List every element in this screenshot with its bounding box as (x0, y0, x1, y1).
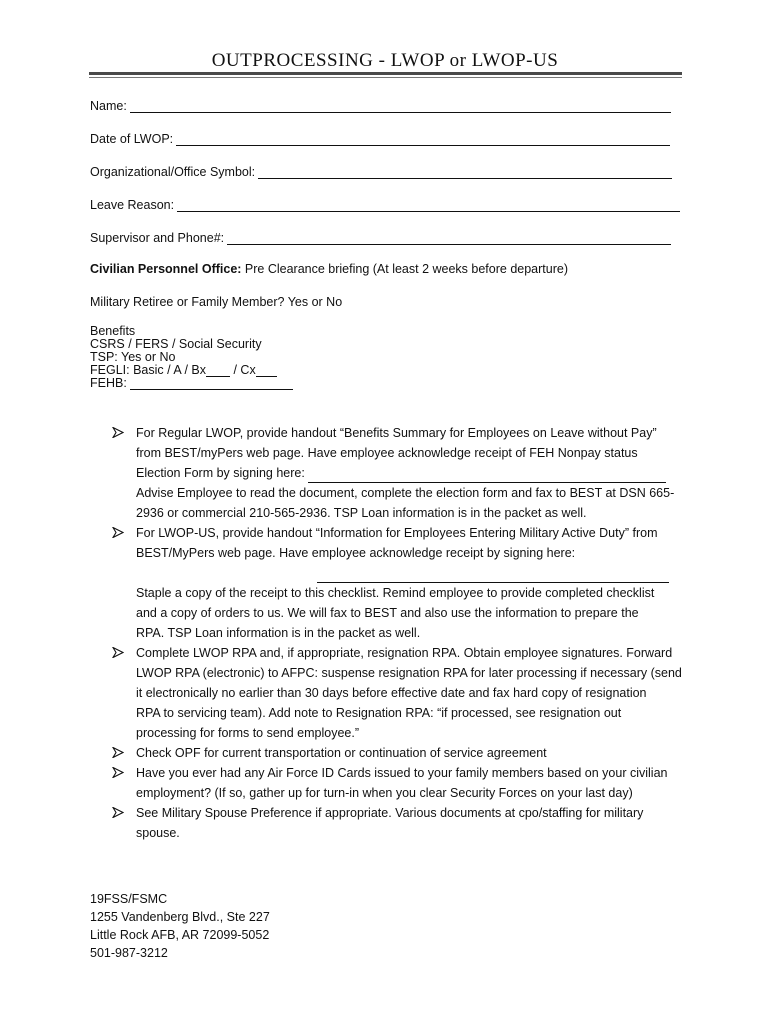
lwop-us-signature-line[interactable] (317, 569, 669, 583)
title-divider-thin (89, 77, 682, 78)
bullet-line: Staple a copy of the receipt to this checklist. Remind employee to provide completed checklist (136, 586, 655, 600)
bullet-line: from BEST/myPers web page. Have employee acknowledge receipt of FEH Nonpay status (136, 446, 638, 460)
leave-reason-input-line[interactable] (177, 199, 680, 212)
leave-reason-label: Leave Reason: (90, 198, 175, 212)
benefits-csrs: CSRS / FERS / Social Security (90, 337, 262, 351)
address-street: 1255 Vandenberg Blvd., Ste 227 (90, 910, 270, 924)
list-item (112, 763, 687, 803)
arrow-bullet-icon (112, 763, 126, 783)
signing-text: Election Form by signing here: (136, 466, 305, 480)
address-city: Little Rock AFB, AR 72099-5052 (90, 928, 270, 942)
arrow-bullet-icon (112, 803, 126, 823)
benefits-tsp: TSP: Yes or No (90, 350, 176, 364)
feh-signature-line[interactable] (308, 469, 666, 483)
page-title: OUTPROCESSING - LWOP or LWOP-US (211, 50, 559, 71)
list-item (112, 743, 687, 763)
arrow-bullet-icon (112, 523, 126, 543)
bullet-line (136, 463, 687, 483)
date-of-lwop-input-line[interactable] (176, 133, 670, 146)
bullet-line: 2936 or commercial 210-565-2936. TSP Loan information is in the packet as well. (136, 506, 587, 520)
bullet-line: spouse. (136, 826, 180, 840)
military-retiree-question: Military Retiree or Family Member? Yes or No (90, 295, 343, 309)
list-item (112, 523, 687, 643)
address-phone: 501-987-3212 (90, 946, 168, 960)
bullet-line: employment? (If so, gather up for turn-in when you clear Security Forces on your last day) (136, 786, 633, 800)
name-input-line[interactable] (130, 100, 671, 113)
fegli-bx-blank[interactable] (206, 365, 230, 377)
supervisor-phone-label: Supervisor and Phone#: (90, 231, 225, 245)
fegli-prefix: FEGLI: Basic / A / Bx (90, 363, 207, 377)
bullet-line: Complete LWOP RPA and, if appropriate, resignation RPA. Obtain employee signatures. Forward (136, 646, 673, 660)
bullet-line (136, 563, 687, 583)
list-item (112, 423, 687, 523)
name-label: Name: (90, 99, 127, 113)
office-symbol-label: Organizational/Office Symbol: (90, 165, 256, 179)
cpo-line (90, 262, 568, 276)
list-item (112, 643, 687, 743)
fegli-sep: / Cx (230, 363, 256, 377)
benefits-heading: Benefits (90, 324, 136, 338)
fegli-cx-blank[interactable] (256, 365, 277, 377)
bullet-line: LWOP RPA (electronic) to AFPC: suspense resignation RPA for later processing if necessary (send (136, 666, 682, 680)
title-divider (89, 72, 682, 75)
benefits-section (90, 325, 293, 390)
bullet-line: See Military Spouse Preference if appropriate. Various documents at cpo/staffing for military (136, 806, 644, 820)
arrow-bullet-icon (112, 743, 126, 763)
date-of-lwop-field[interactable] (90, 130, 670, 146)
supervisor-phone-field[interactable] (90, 229, 671, 245)
bullet-line: BEST/MyPers web page. Have employee acknowledge receipt by signing here: (136, 546, 576, 560)
bullet-line: Have you ever had any Air Force ID Cards issued to your family members based on your civilian (136, 766, 668, 780)
checklist (112, 423, 687, 843)
list-item (112, 803, 687, 843)
bullet-line: RPA to servicing team). Add note to Resignation RPA: “if processed, see resignation out (136, 706, 622, 720)
fehb-blank[interactable] (130, 378, 293, 390)
office-symbol-field[interactable] (90, 163, 672, 179)
cpo-label: Civilian Personnel Office: (90, 262, 242, 276)
date-of-lwop-label: Date of LWOP: (90, 132, 174, 146)
bullet-line: For LWOP-US, provide handout “Information for Employees Entering Military Active Duty” from (136, 526, 658, 540)
leave-reason-field[interactable] (90, 196, 680, 212)
arrow-bullet-icon (112, 423, 126, 443)
cpo-text: Pre Clearance briefing (At least 2 weeks before departure) (241, 262, 568, 276)
address-unit: 19FSS/FSMC (90, 892, 168, 906)
benefits-fehb (90, 377, 293, 390)
office-symbol-input-line[interactable] (258, 166, 672, 179)
bullet-line: and a copy of orders to us. We will fax to BEST and also use the information to prepare the (136, 606, 639, 620)
bullet-line: RPA. TSP Loan information is in the packet as well. (136, 626, 421, 640)
arrow-bullet-icon (112, 643, 126, 663)
bullet-line: For Regular LWOP, provide handout “Benefits Summary for Employees on Leave without Pay” (136, 426, 657, 440)
name-field[interactable] (90, 97, 671, 113)
bullet-line: Check OPF for current transportation or continuation of service agreement (136, 746, 547, 760)
bullet-line: Advise Employee to read the document, complete the election form and fax to BEST at DSN 665- (136, 486, 675, 500)
fehb-label: FEHB: (90, 376, 127, 390)
office-address (90, 890, 270, 962)
bullet-line: processing for forms to send employee.” (136, 726, 360, 740)
bullet-line: it electronically no earlier than 30 days before effective date and fax hard copy of resignation (136, 686, 647, 700)
supervisor-phone-input-line[interactable] (227, 232, 671, 245)
